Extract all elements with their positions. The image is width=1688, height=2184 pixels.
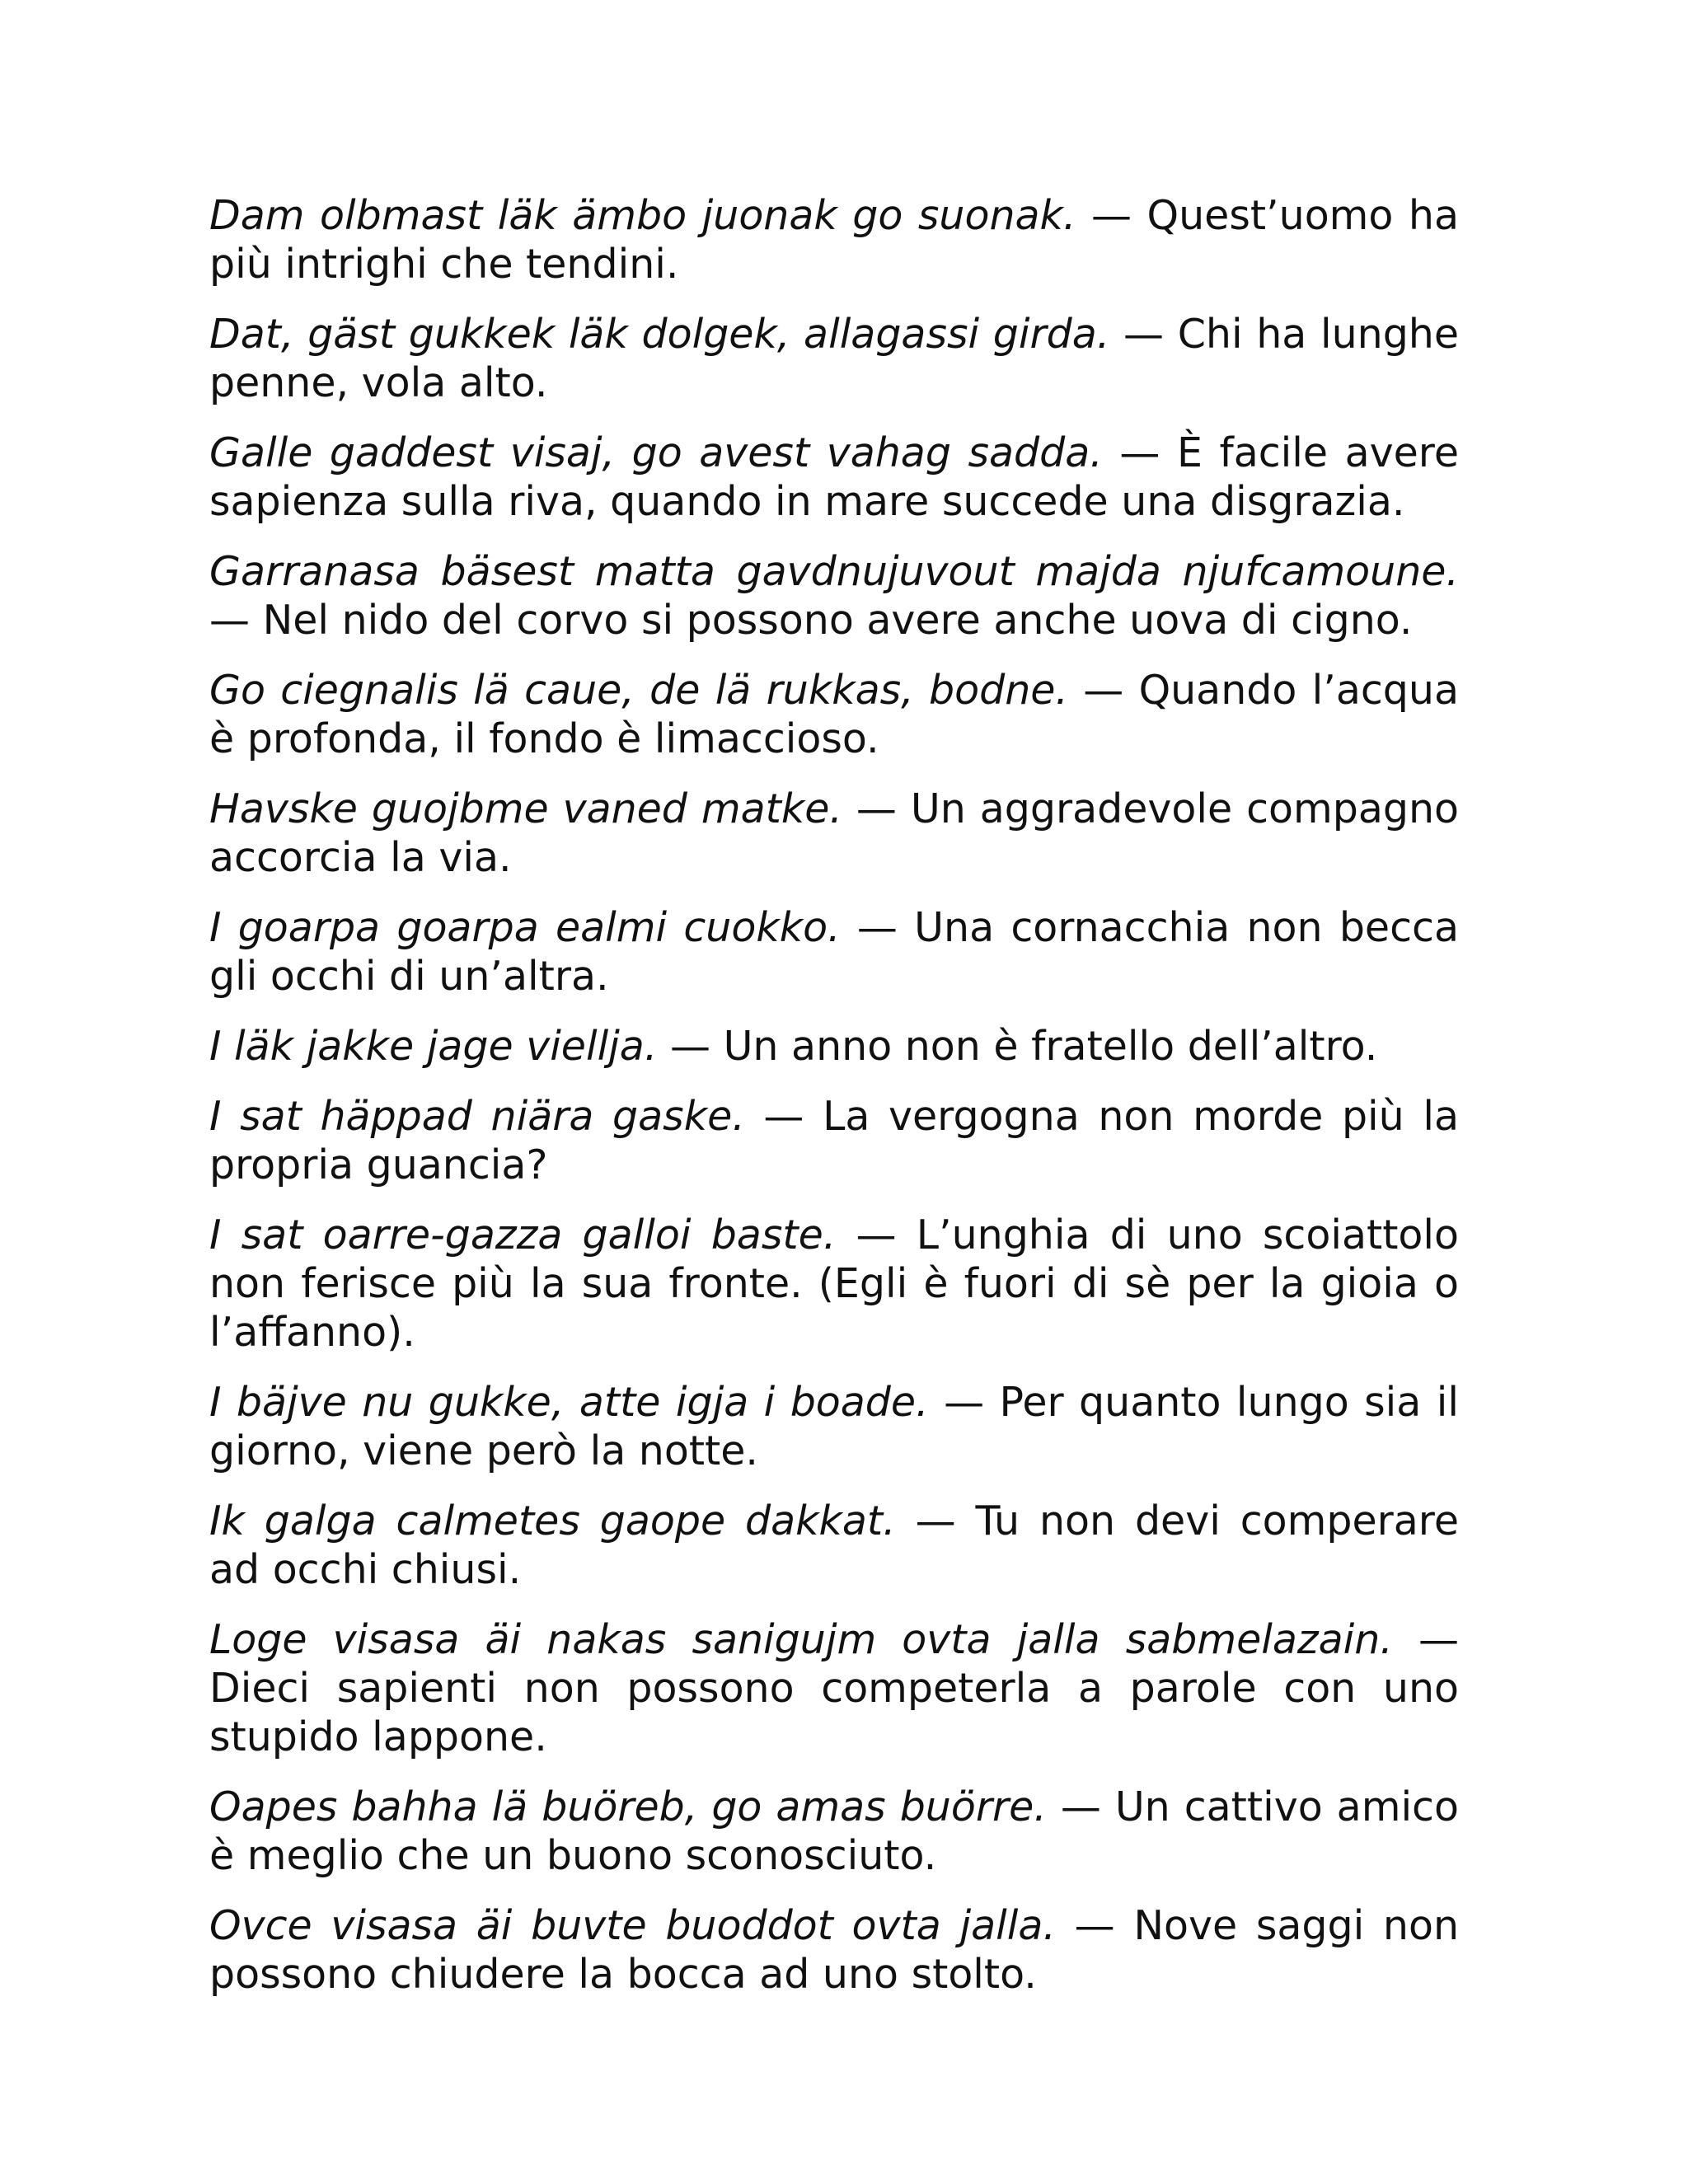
sami-proverb: I sat oarre-gazza galloi baste. xyxy=(209,1212,837,1258)
em-dash: — xyxy=(895,1497,976,1544)
sami-proverb: Galle gaddest visaj, go avest vahag sadda. xyxy=(209,429,1103,476)
italian-translation: Nel nido del corvo si possono avere anche uova di cigno. xyxy=(262,597,1413,644)
proverb-entry xyxy=(209,1497,1459,1594)
proverb-entry xyxy=(209,1378,1459,1475)
italian-translation: Quest’uomo ha più intrighi che tendini. xyxy=(209,192,1459,288)
italian-translation: Chi ha lunghe penne, vola alto. xyxy=(209,311,1459,406)
proverb-entry xyxy=(209,1783,1459,1880)
em-dash: — xyxy=(1109,311,1178,358)
proverb-entry xyxy=(209,785,1459,882)
em-dash: — xyxy=(1046,1783,1115,1830)
proverb-list xyxy=(209,191,1459,2020)
italian-translation: Dieci sapienti non possono competerla a parole con uno stupido lappone. xyxy=(209,1665,1459,1760)
proverb-entry xyxy=(209,1901,1459,1999)
em-dash: — xyxy=(842,785,911,832)
proverb-entry xyxy=(209,1022,1459,1071)
em-dash: — xyxy=(657,1023,724,1070)
sami-proverb: Dat, gäst gukkek läk dolgek, allagassi girda. xyxy=(209,311,1110,358)
italian-translation: Nove saggi non possono chiudere la bocca ad uno stolto. xyxy=(209,1902,1459,1998)
proverb-entry xyxy=(209,310,1459,407)
em-dash: — xyxy=(836,1212,917,1258)
sami-proverb: Ik galga calmetes gaope dakkat. xyxy=(209,1497,896,1544)
sami-proverb: Oapes bahha lä buöreb, go amas buörre. xyxy=(209,1783,1047,1830)
sami-proverb: I bäjve nu gukke, atte igja i boade. xyxy=(209,1379,929,1426)
em-dash: — xyxy=(1076,192,1147,239)
italian-translation: L’unghia di uno scoiattolo non ferisce più la sua fronte. (Egli è fuori di sè per la gioia o l’affanno). xyxy=(209,1212,1459,1356)
proverb-entry xyxy=(209,191,1459,288)
sami-proverb: Garranasa bäsest matta gavdnujuvout majda njufcamoune. xyxy=(209,548,1459,595)
italian-translation: Tu non devi comperare ad occhi chiusi. xyxy=(209,1497,1459,1593)
em-dash: — xyxy=(1102,429,1177,476)
italian-translation: Un anno non è fratello dell’altro. xyxy=(723,1023,1378,1070)
proverb-entry xyxy=(209,1211,1459,1357)
italian-translation: Una cornacchia non becca gli occhi di un’altra. xyxy=(209,904,1459,1000)
proverb-entry xyxy=(209,903,1459,1001)
sami-proverb: Go ciegnalis lä caue, de lä rukkas, bodne. xyxy=(209,667,1068,714)
sami-proverb: Havske guojbme vaned matke. xyxy=(209,785,842,832)
proverb-entry xyxy=(209,1615,1459,1761)
sami-proverb: Loge visasa äi nakas sanigujm ovta jalla sabmelazain. xyxy=(209,1616,1393,1663)
sami-proverb: Ovce visasa äi buvte buoddot ovta jalla. xyxy=(209,1902,1056,1949)
sami-proverb: Dam olbmast läk ämbo juonak go suonak. xyxy=(209,192,1076,239)
proverb-entry xyxy=(209,1092,1459,1189)
em-dash: — xyxy=(928,1379,1000,1426)
proverb-entry xyxy=(209,429,1459,526)
italian-translation: Un aggradevole compagno accorcia la via. xyxy=(209,785,1459,881)
italian-translation: È facile avere sapienza sulla riva, quando in mare succede una disgrazia. xyxy=(209,429,1459,525)
sami-proverb: I goarpa goarpa ealmi cuokko. xyxy=(209,904,841,951)
sami-proverb: I läk jakke jage vielljа. xyxy=(209,1023,658,1070)
proverb-entry xyxy=(209,547,1459,644)
em-dash: — xyxy=(1055,1902,1134,1949)
italian-translation: Quando l’acqua è profonda, il fondo è limaccioso. xyxy=(209,667,1459,762)
em-dash: — xyxy=(840,904,915,951)
italian-translation: Un cattivo amico è meglio che un buono sconosciuto. xyxy=(209,1783,1459,1879)
em-dash: — xyxy=(1067,667,1139,714)
proverb-entry xyxy=(209,666,1459,763)
italian-translation: La vergogna non morde più la propria guancia? xyxy=(209,1093,1459,1188)
sami-proverb: I sat häppad niära gaske. xyxy=(209,1093,745,1140)
em-dash: — xyxy=(744,1093,823,1140)
em-dash: — xyxy=(1392,1616,1459,1663)
italian-translation: Per quanto lungo sia il giorno, viene però la notte. xyxy=(209,1379,1459,1474)
em-dash: — xyxy=(209,597,263,644)
